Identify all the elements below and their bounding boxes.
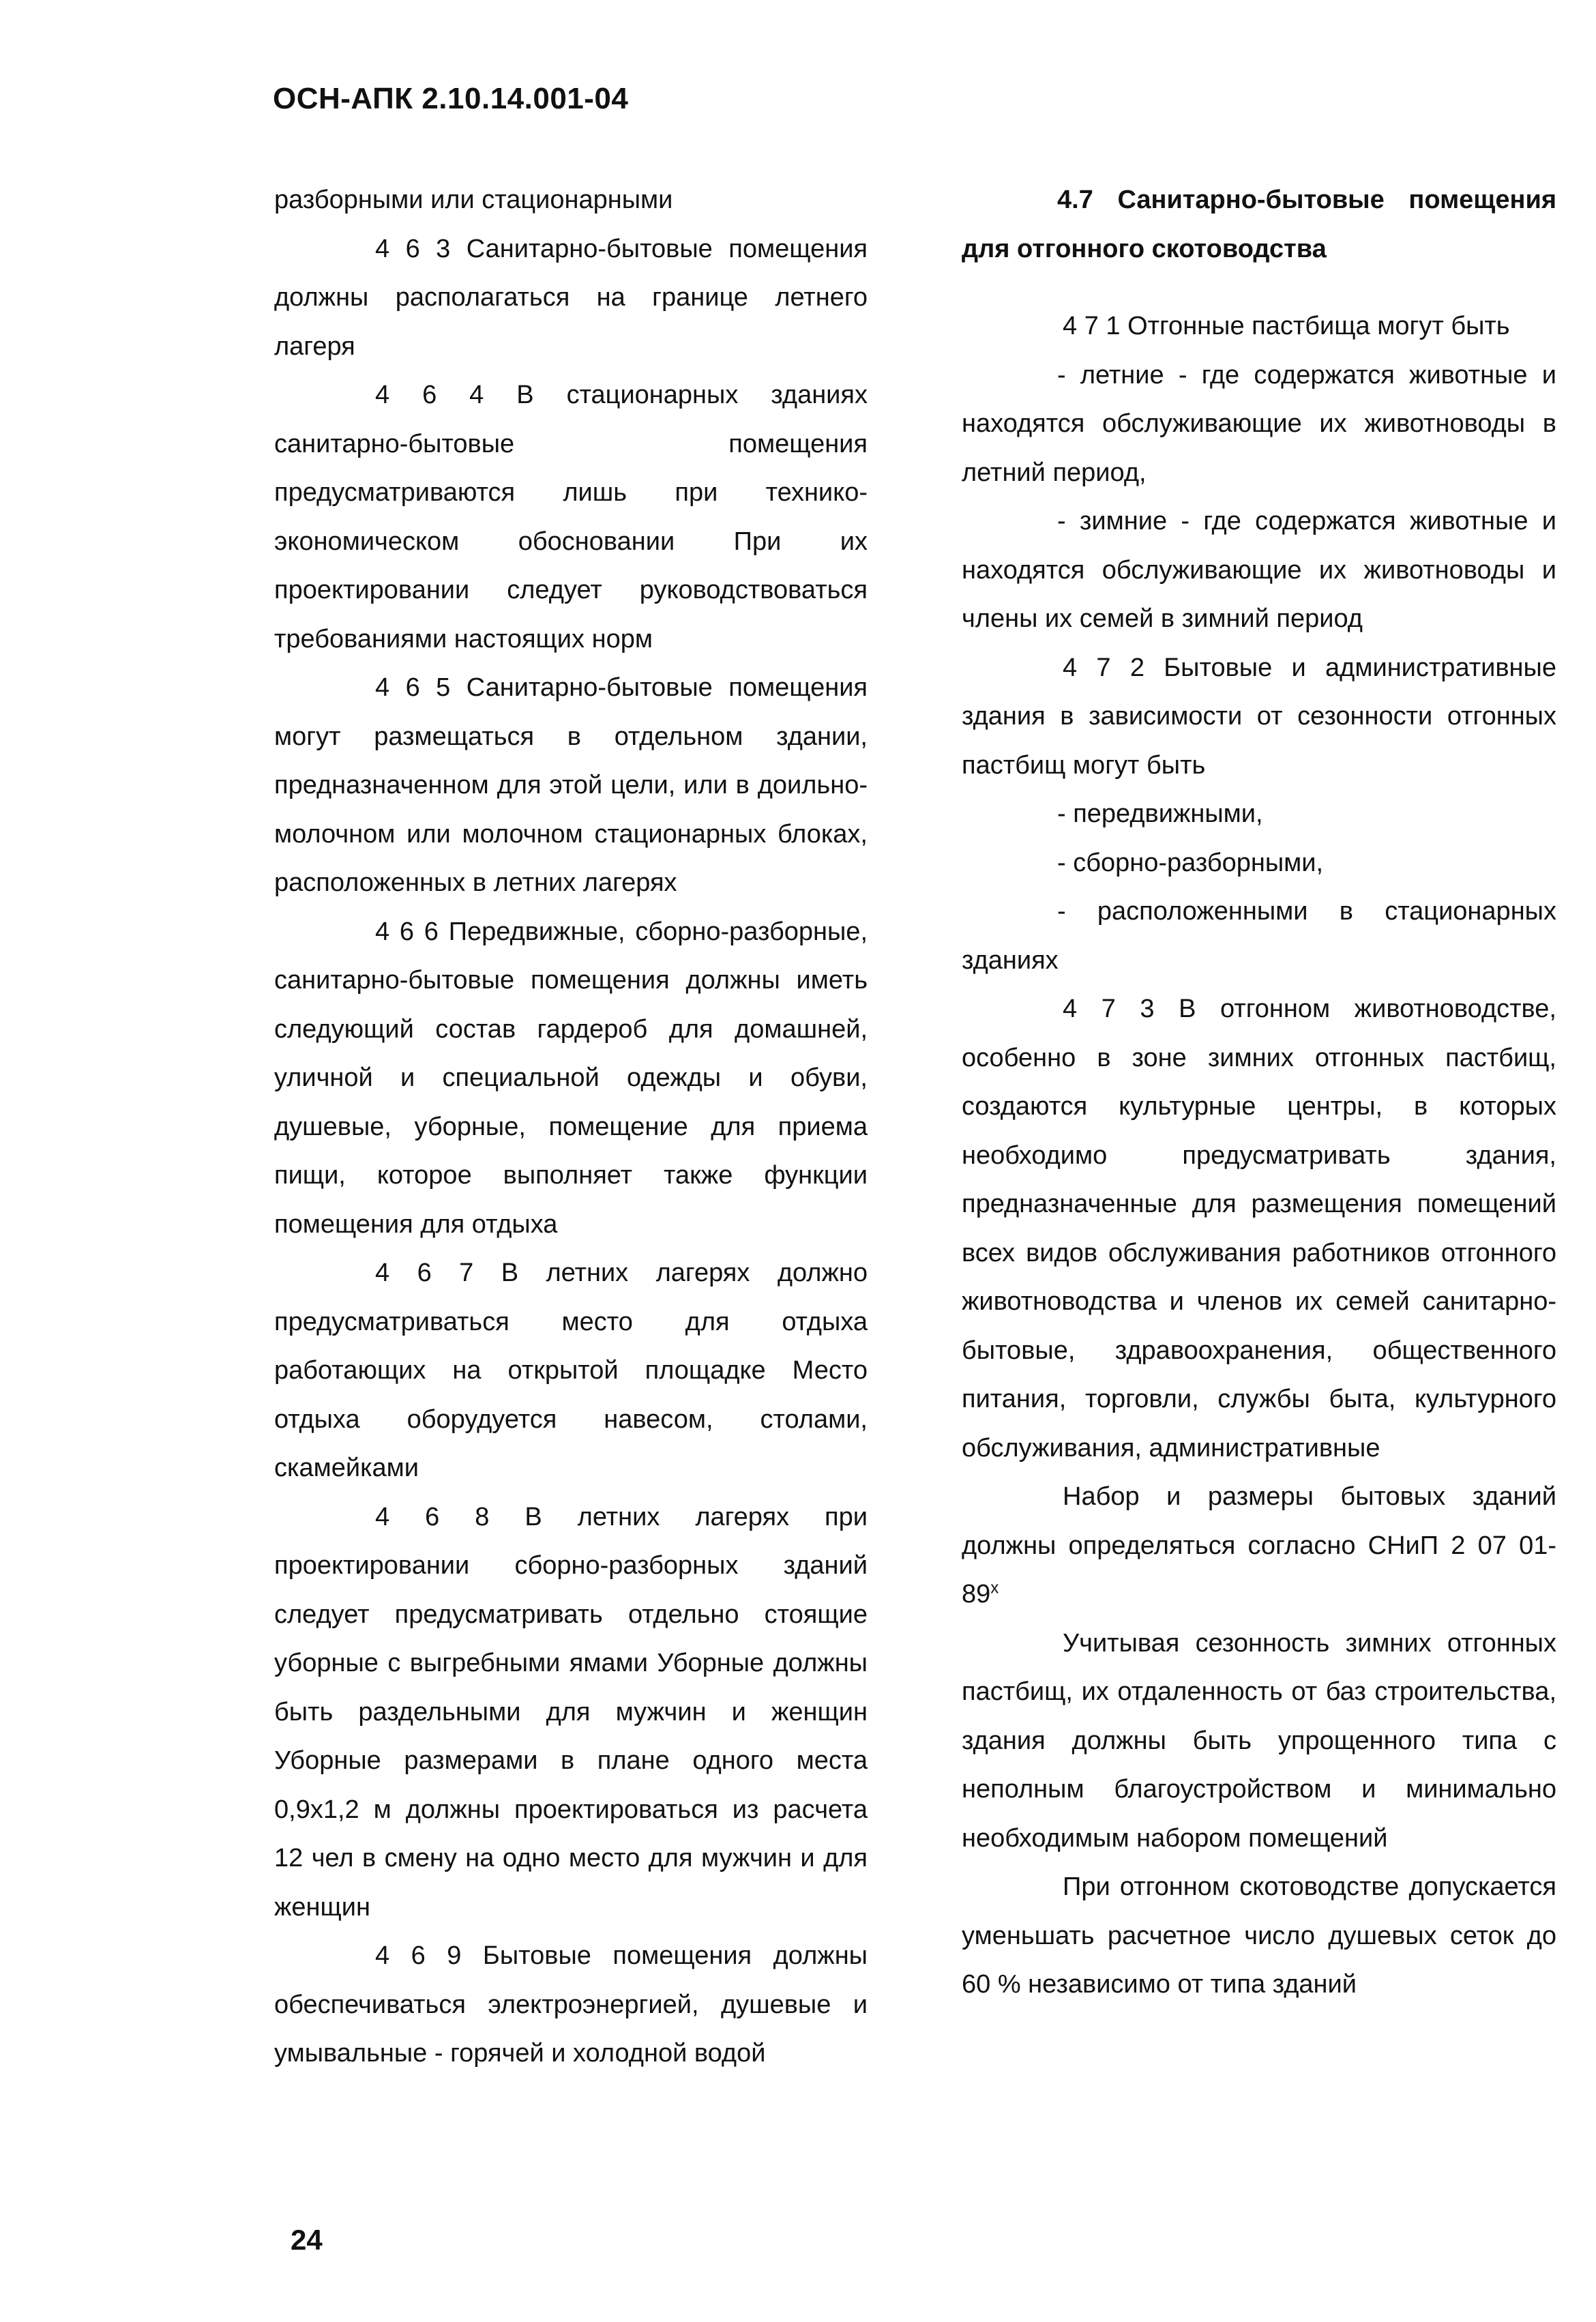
list-item-prefab: - сборно-разборными,	[1057, 848, 1324, 877]
list-item-mobile: - передвижными,	[1057, 799, 1263, 828]
list-item-winter: - зимние - где содержатся животные и находятся обслуживающие их животноводы и члены их семей в зимний период	[962, 507, 1556, 633]
paragraph-4-6-9: 4 6 9 Бытовые помещения должны обеспечиваться электроэнергией, душевые и умывальные - горячей и холодной водой	[274, 1941, 868, 2068]
building-set-text: Набор и размеры бытовых зданий должны определяться согласно СНиП 2 07 01-89	[962, 1482, 1556, 1608]
left-column	[274, 176, 868, 2078]
paragraph-building-set	[962, 1473, 1556, 1619]
snip-superscript: х	[990, 1578, 999, 1598]
paragraph-4-6-5: 4 6 5 Санитарно-бытовые помещения могут размещаться в отдельном здании, предназначенном для этой цели, или в доильно-молочном или молочном стационарных блоках, расположенных в летних лагерях	[274, 673, 868, 897]
spacer	[962, 274, 1556, 302]
document-code: ОСН-АПК 2.10.14.001-04	[273, 82, 629, 115]
right-column	[962, 176, 1556, 2010]
section-heading-4-7: 4.7 Санитарно-бытовые помещения для отгонного скотоводства	[962, 186, 1556, 263]
page-number: 24	[291, 2224, 323, 2256]
paragraph-continuation: разборными или стационарными	[274, 186, 673, 214]
paragraph-4-6-7: 4 6 7 В летних лагерях должно предусматриваться место для отдыха работающих на открытой площадке Место отдыха оборудуется навесом, столами, скамейками	[274, 1259, 868, 1482]
paragraph-shower-reduction: При отгонном скотоводстве допускается уменьшать расчетное число душевых сеток до 60 % независимо от типа зданий	[962, 1872, 1556, 1999]
paragraph-4-6-4: 4 6 4 В стационарных зданиях санитарно-бытовые помещения предусматриваются лишь при технико-экономическом обосновании При их проектировании следует руководствоваться требованиями настоящих норм	[274, 381, 868, 653]
paragraph-4-6-3: 4 6 3 Санитарно-бытовые помещения должны располагаться на границе летнего лагеря	[274, 234, 868, 361]
list-item-summer: - летние - где содержатся животные и находятся обслуживающие их животноводы в летний период,	[962, 360, 1556, 487]
list-item-stationary: - расположенными в стационарных зданиях	[962, 897, 1556, 975]
paragraph-4-6-8: 4 6 8 В летних лагерях при проектировании сборно-разборных зданий следует предусматривать отдельно стоящие уборные с выгребными ямами Уборные должны быть раздельными для мужчин и женщин Уборные размерами в плане одного места 0,9х1,2 м должны проектироваться из расчета 12 чел в смену на одно место для мужчин и для женщин	[274, 1502, 868, 1922]
paragraph-4-7-2: 4 7 2 Бытовые и административные здания в зависимости от сезонности отгонных пастбищ могут быть	[962, 653, 1556, 780]
paragraph-4-6-6: 4 6 6 Передвижные, сборно-разборные, санитарно-бытовые помещения должны иметь следующий состав гардероб для домашней, уличной и специальной одежды и обуви, душевые, уборные, помещение для приема пищи, которое выполняет также функции помещения для отдыха	[274, 917, 868, 1239]
paragraph-4-7-1: 4 7 1 Отгонные пастбища могут быть	[1063, 312, 1510, 340]
paragraph-4-7-3: 4 7 3 В отгонном животноводстве, особенно в зоне зимних отгонных пастбищ, создаются культурные центры, в которых необходимо предусматривать здания, предназначенные для размещения помещений всех видов обслуживания работников отгонного животноводства и членов их семей санитарно-бытовые, здравоохранения, общественного питания, торговли, службы быта, культурного обслуживания, административные	[962, 995, 1556, 1463]
paragraph-seasonality: Учитывая сезонность зимних отгонных пастбищ, их отдаленность от баз строительства, здания должны быть упрощенного типа с неполным благоустройством и минимально необходимым набором помещений	[962, 1628, 1556, 1853]
